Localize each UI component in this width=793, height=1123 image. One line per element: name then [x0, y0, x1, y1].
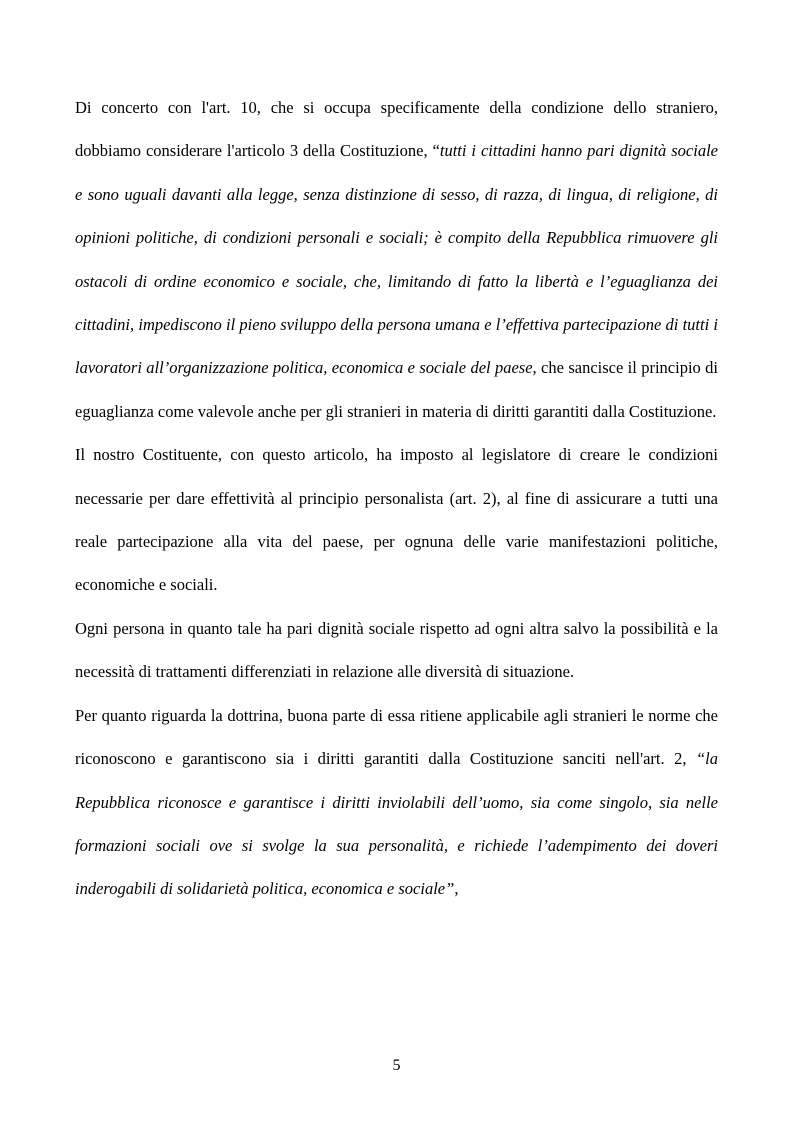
paragraph-dottrina	[75, 694, 718, 911]
paragraph-3-text: Ogni persona in quanto tale ha pari dignità sociale rispetto ad ogni altra salvo la possibilità e la necessità di trattamenti differenziati in relazione alle diversità di situazione.	[75, 618, 718, 682]
paragraph-pari-dignita	[75, 607, 718, 694]
paragraph-article-3	[75, 86, 718, 433]
paragraph-2-text: Il nostro Costituente, con questo articolo, ha imposto al legislatore di creare le condizioni necessarie per dare effettività al principio personalista (art. 2), al fine di assicurare a tutti una reale partecipazione alla vita del paese, per ognuna delle varie manifestazioni politiche, economiche e sociali.	[75, 445, 718, 595]
document-body	[75, 86, 718, 911]
paragraph-4-tail: ,	[454, 879, 459, 899]
article-2-quote: “la Repubblica riconosce e garantisce i diritti inviolabili dell’uomo, sia come singolo, sia nelle formazioni sociali ove si svolge la sua personalità, e richiede l’adempimento dei doveri inderogabili di solidarietà politica, economica e sociale”	[75, 749, 718, 899]
paragraph-1-text: Di concerto con l'art. 10, che si occupa specificamente della condizione dello straniero, dobbiamo considerare l'articolo 3 della Costituzione, “	[75, 98, 718, 161]
page-number: 5	[392, 1057, 401, 1074]
paragraph-costituente	[75, 433, 718, 607]
paragraph-4-text: Per quanto riguarda la dottrina, buona parte di essa ritiene applicabile agli stranieri le norme che riconoscono e garantiscono sia i diritti garantiti dalla Costituzione sanciti nell'art. 2,	[75, 705, 718, 769]
article-3-quote: tutti i cittadini hanno pari dignità sociale e sono uguali davanti alla legge, senza distinzione di sesso, di razza, di lingua, di religione, di opinioni politiche, di condizioni personali e sociali; è compito della Repubblica rimuovere gli ostacoli di ordine economico e sociale, che, limitando di fatto la libertà e l’eguaglianza dei cittadini, impediscono il pieno sviluppo della persona umana e l’effettiva partecipazione di tutti i lavoratori all’organizzazione politica, economica e sociale del paese,	[75, 141, 718, 378]
paragraph-1-tail: che sancisce il principio di eguaglianza come valevole anche per gli stranieri in materia di diritti garantiti dalla Costituzione.	[75, 358, 718, 421]
